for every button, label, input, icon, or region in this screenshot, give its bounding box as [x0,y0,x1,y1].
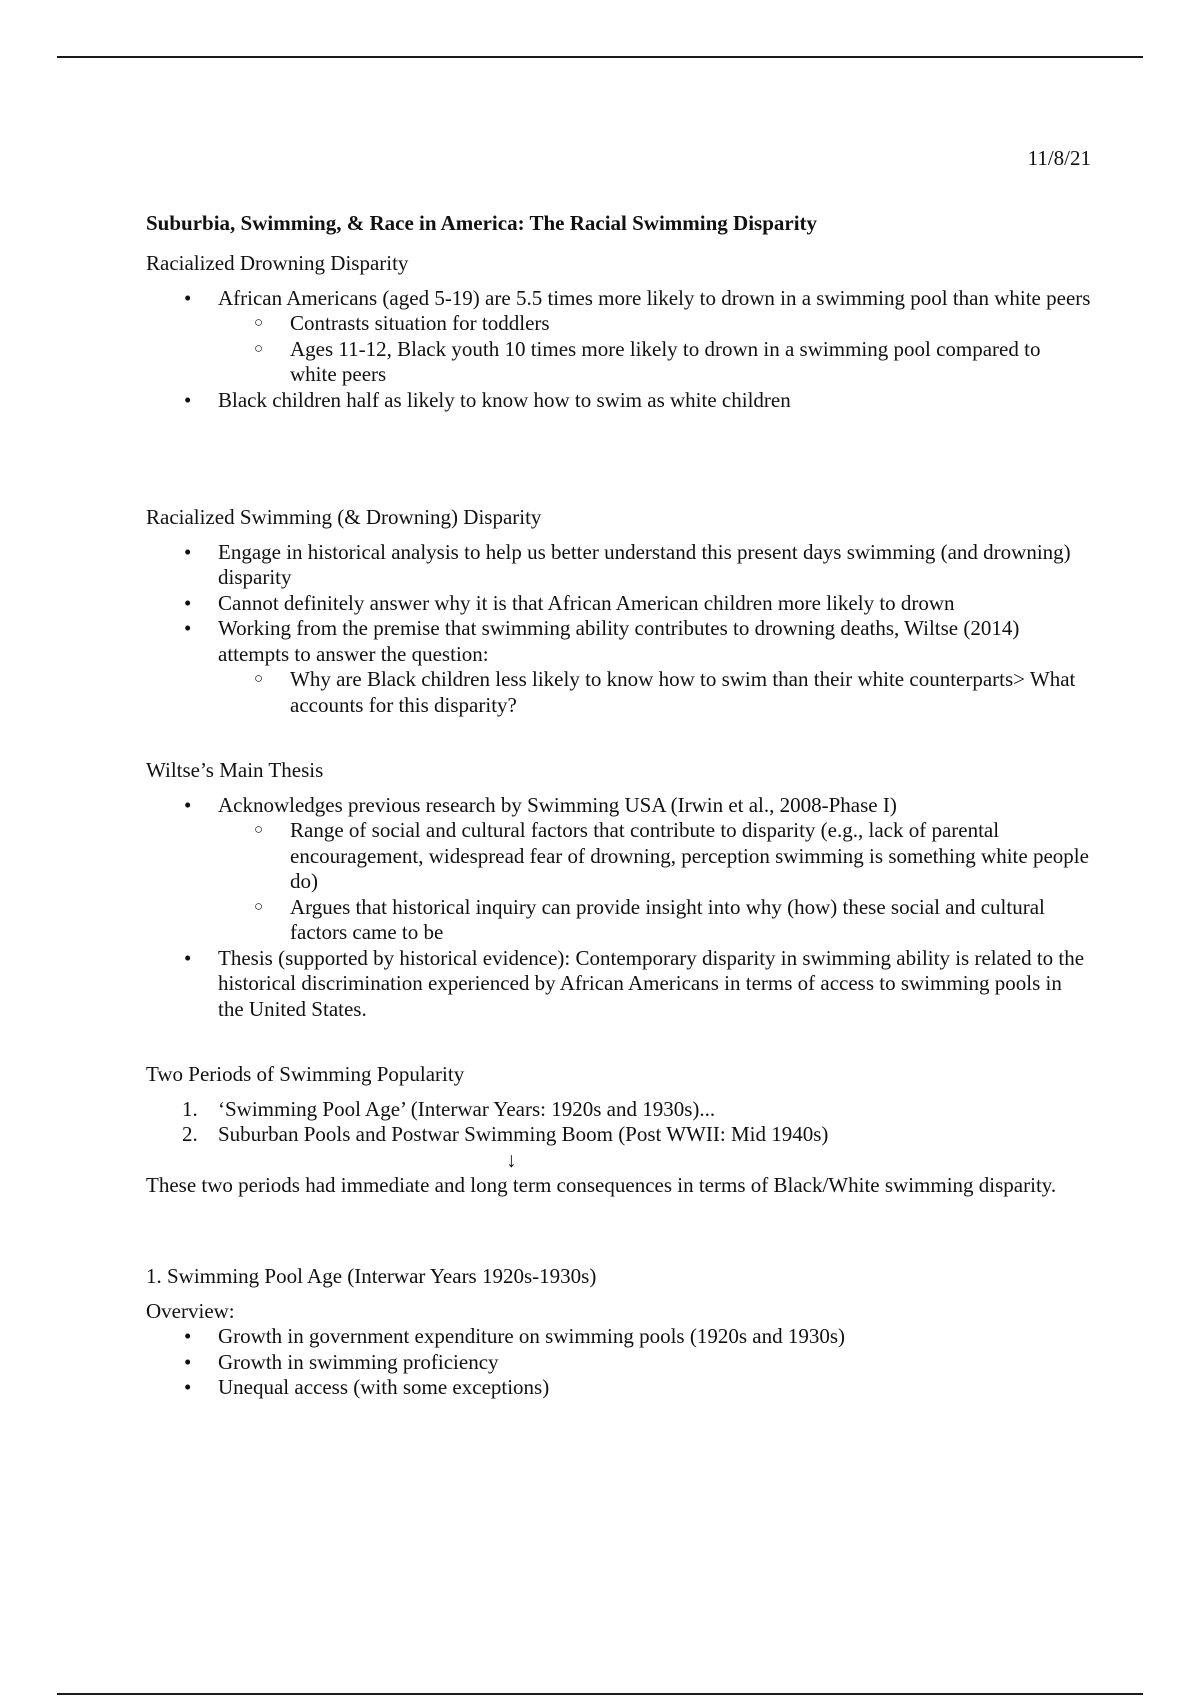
item-number: 2. [182,1122,198,1146]
sub-list-item [146,667,1091,718]
list-item [146,1324,1091,1350]
list-item-text: Black children half as likely to know how to swim as white children [218,387,791,412]
list-item [146,591,1091,617]
section-pool-age [146,1264,1091,1401]
bullet-list [146,286,1091,414]
section-drowning-disparity [146,251,1091,413]
bullet-icon: • [184,945,192,970]
bullet-icon: • [184,1349,192,1374]
bullet-icon: • [184,539,192,564]
list-item-text: Ages 11-12, Black youth 10 times more likely to drown in a swimming pool compared to white peers [290,336,1041,386]
arrow-row [146,1148,1091,1173]
list-item-text: Cannot definitely answer why it is that African American children more likely to drown [218,590,955,615]
list-item-text: Growth in government expenditure on swimming pools (1920s and 1930s) [218,1324,846,1348]
top-rule [57,56,1143,58]
bullet-list [146,793,1091,1023]
bullet-list [146,540,1091,719]
bullet-icon: • [184,616,192,640]
list-item-text: ‘Swimming Pool Age’ (Interwar Years: 1920s and 1930s)... [218,1096,716,1121]
section-heading: Two Periods of Swimming Popularity [146,1062,465,1086]
list-item-text: Working from the premise that swimming ability contributes to drowning deaths, Wiltse (2014) attempts to answer the question: [218,616,1020,666]
list-item-text: Acknowledges previous research by Swimming USA (Irwin et al., 2008-Phase I) [218,792,897,817]
bullet-icon: • [184,590,192,615]
list-item [146,1350,1091,1376]
bullet-icon: • [184,1324,192,1348]
section-heading: Racialized Swimming (& Drowning) Disparity [146,505,542,529]
numbered-list [146,1097,1091,1148]
list-item-text: Argues that historical inquiry can provide insight into why (how) these social and cultural factors came to be [290,894,1045,944]
sub-bullet-icon: ○ [254,898,264,915]
document-title: Suburbia, Swimming, & Race in America: The Racial Swimming Disparity [146,211,818,235]
list-item [146,540,1091,591]
sub-bullet-icon: ○ [254,340,264,357]
list-item [146,1375,1091,1401]
list-item-text: Range of social and cultural factors that contribute to disparity (e.g., lack of parental encouragement, widespread fear of drowning, perception swimming is something white people do) [290,818,1089,893]
bullet-icon: • [184,387,192,412]
item-number: 1. [182,1096,198,1121]
list-item-text: African Americans (aged 5-19) are 5.5 times more likely to drown in a swimming pool than white peers [218,285,1091,310]
section-swimming-disparity [146,505,1091,718]
list-item-text: Thesis (supported by historical evidence): Contemporary disparity in swimming ability is related to the historical discrimination experienced by African Americans in terms of access to swimming pools in the United States. [218,945,1085,1021]
list-item-text: Growth in swimming proficiency [218,1349,499,1374]
bullet-icon: • [184,285,192,310]
list-item-text: Unequal access (with some exceptions) [218,1375,550,1399]
down-arrow-icon: ↓ [506,1147,517,1172]
list-item [146,286,1091,312]
list-item [146,793,1091,819]
sub-list-item [146,818,1091,895]
date: 11/8/21 [1027,146,1091,170]
sub-bullet-icon: ○ [254,671,264,687]
section-heading: Racialized Drowning Disparity [146,251,409,275]
bottom-rule [57,1693,1143,1695]
sub-bullet-icon: ○ [254,315,264,331]
sub-list-item [146,895,1091,946]
bullet-list [146,1324,1091,1401]
numbered-item [146,1097,1091,1123]
list-item [146,946,1091,1023]
sub-list-item [146,337,1091,388]
list-item-text: Contrasts situation for toddlers [290,311,550,335]
bullet-icon: • [184,1375,192,1399]
list-item-text: Suburban Pools and Postwar Swimming Boom (Post WWII: Mid 1940s) [218,1122,829,1146]
section-heading: 1. Swimming Pool Age (Interwar Years 1920s-1930s) [146,1264,597,1288]
overview-label: Overview: [146,1298,235,1323]
numbered-item [146,1122,1091,1148]
sub-bullet-icon: ○ [254,822,264,838]
list-item [146,388,1091,414]
bullet-icon: • [184,792,192,817]
list-item-text: Why are Black children less likely to know how to swim than their white counterparts> What accounts for this disparity? [290,667,1076,717]
section-main-thesis [146,758,1091,1022]
periods-conclusion: These two periods had immediate and long term consequences in terms of Black/White swimming disparity. [146,1172,1057,1197]
list-item-text: Engage in historical analysis to help us better understand this present days swimming (and drowning) disparity [218,539,1071,589]
section-heading: Wiltse’s Main Thesis [146,758,324,782]
sub-list-item [146,311,1091,337]
section-two-periods [146,1062,1091,1198]
list-item [146,616,1091,667]
